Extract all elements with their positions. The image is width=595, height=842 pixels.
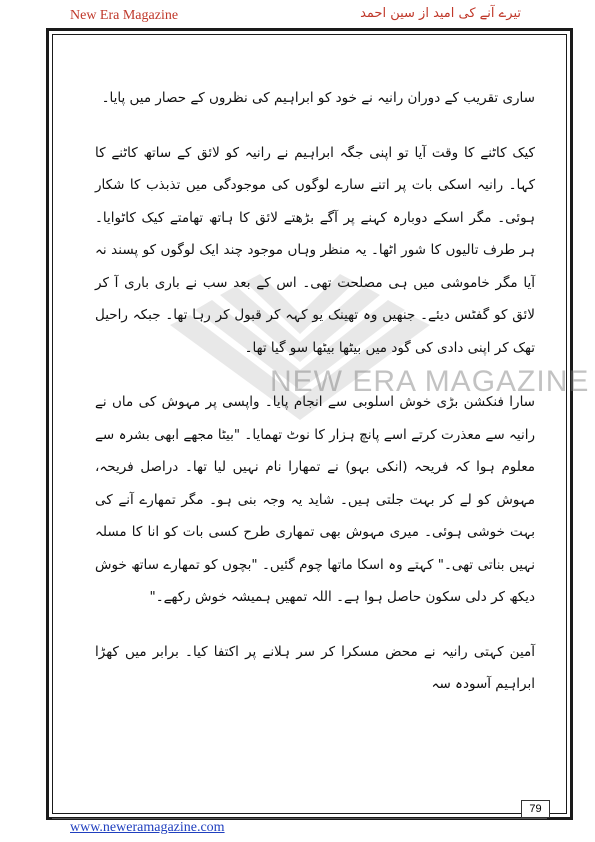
magazine-name-header: New Era Magazine bbox=[70, 8, 179, 23]
paragraph: ساری تقریب کے دوران رانیہ نے خود کو ابراہیم کی نظروں کے حصار میں پایا۔ bbox=[101, 90, 535, 106]
story-text bbox=[95, 82, 535, 723]
watermark-text: NEW ERA MAGAZINE bbox=[270, 365, 590, 398]
book-title-header: تیرے آنے کی امید از سین احمد bbox=[360, 6, 521, 21]
page-number: 79 bbox=[521, 800, 550, 818]
website-link[interactable]: www.neweramagazine.com bbox=[70, 820, 225, 835]
paragraph: سارا فنکشن بڑی خوش اسلوبی سے انجام پایا۔ واپسی پر مہوش کی ماں نے رانیہ سے معذرت کرتے اسے پانچ ہزار کا نوٹ تھمایا۔ "بیٹا مجھے ابھی بشرہ سے معلوم ہوا کہ فریحہ (انکی بہو) نے تمھارا نام نہیں لیا تھا۔ دراصل فریحہ، مہوش کو لے کر بہت جلتی ہیں۔ شاید یہ وجہ بنی ہو۔ مگر تمھارے آنے کی بہت خوشی ہوئی۔ میری مہوش بھی تمھاری طرح کسی بات کو انا کا مسلہ نہیں بناتی تھی۔" کہتے وہ اسکا ماتھا چوم گئیں۔ "بچوں کو تمھارے ساتھ خوش دیکھ کر دلی سکون حاصل ہوا ہے۔ اللہ تمھیں ہمیشہ خوش رکھے۔" bbox=[95, 394, 535, 605]
paragraph: کیک کاٹنے کا وقت آیا تو اپنی جگہ ابراہیم نے رانیہ کو لائق کے ساتھ کاٹنے کا کہا۔ رانیہ اسکی بات پر اتنے سارے لوگوں کی موجودگی میں تذبذب کا شکار ہوئی۔ مگر اسکے دوبارہ کہنے پر آگے بڑھتے لائق کا ہاتھ تھامتے کیک کاٹوایا۔ ہر طرف تالیوں کا شور اٹھا۔ یہ منظر وہاں موجود چند ایک لوگوں کو پسند نہ آیا مگر خاموشی میں ہی مصلحت تھی۔ اس کے بعد سب نے باری باری آ کر لائق کو گفٹس دیئے۔ جنھیں وہ تھینک یو کہہ کر قبول کر رہا تھا۔ جبکہ راحیل تھک کر اپنی دادی کی گود میں بیٹھا بیٹھا سو گیا تھا۔ bbox=[95, 144, 535, 356]
paragraph: آمین کہتی رانیہ نے محض مسکرا کر سر ہلانے پر اکتفا کیا۔ برابر میں کھڑا ابراہیم آسودہ سہ bbox=[95, 643, 535, 692]
footer-divider bbox=[52, 818, 547, 819]
